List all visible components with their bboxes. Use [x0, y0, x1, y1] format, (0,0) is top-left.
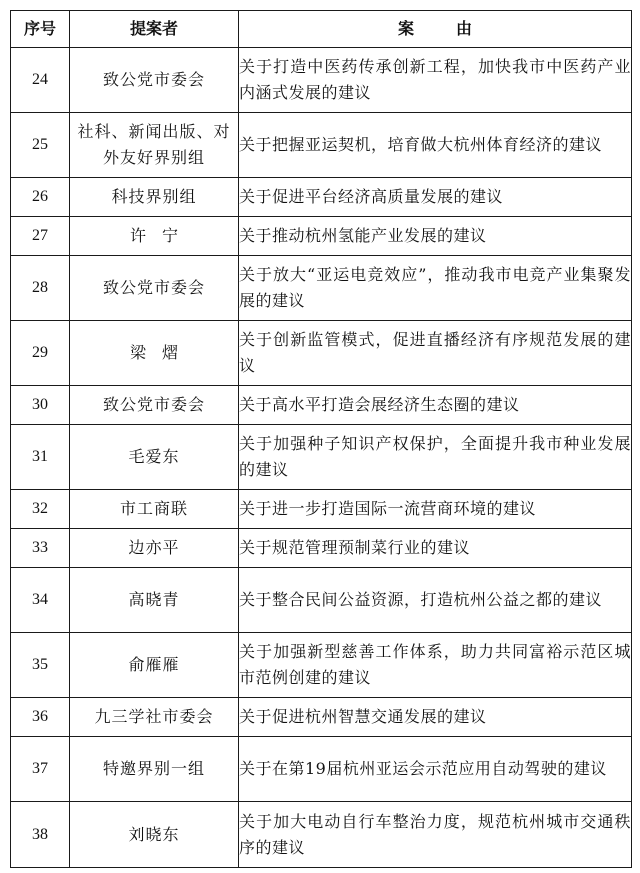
row-proposer: 致公党市委会: [70, 256, 239, 321]
row-reason: 关于在第19届杭州亚运会示范应用自动驾驶的建议: [239, 737, 632, 802]
table-row: [11, 48, 632, 113]
row-reason: 关于把握亚运契机，培育做大杭州体育经济的建议: [239, 113, 632, 178]
row-proposer: 梁熠: [70, 321, 239, 386]
row-reason: 关于促进杭州智慧交通发展的建议: [239, 698, 632, 737]
row-reason: 关于进一步打造国际一流营商环境的建议: [239, 490, 632, 529]
row-seq: 24: [11, 48, 70, 113]
table-row: [11, 178, 632, 217]
table-row: [11, 217, 632, 256]
table-row: [11, 256, 632, 321]
row-proposer: 毛爱东: [70, 425, 239, 490]
row-seq: 27: [11, 217, 70, 256]
row-proposer: 许宁: [70, 217, 239, 256]
header-proposer: 提案者: [70, 11, 239, 48]
row-seq: 25: [11, 113, 70, 178]
row-reason: 关于创新监管模式，促进直播经济有序规范发展的建议: [239, 321, 632, 386]
row-seq: 37: [11, 737, 70, 802]
row-seq: 36: [11, 698, 70, 737]
row-proposer: 社科、新闻出版、对外友好界别组: [70, 113, 239, 178]
table-row: [11, 529, 632, 568]
row-reason: 关于推动杭州氢能产业发展的建议: [239, 217, 632, 256]
row-proposer: 科技界别组: [70, 178, 239, 217]
table-row: [11, 802, 632, 868]
row-reason: 关于加强种子知识产权保护，全面提升我市种业发展的建议: [239, 425, 632, 490]
row-reason: 关于加强新型慈善工作体系，助力共同富裕示范区城市范例创建的建议: [239, 633, 632, 698]
row-proposer: 高晓青: [70, 568, 239, 633]
row-seq: 35: [11, 633, 70, 698]
row-proposer: 特邀界别一组: [70, 737, 239, 802]
row-reason: 关于促进平台经济高质量发展的建议: [239, 178, 632, 217]
row-seq: 28: [11, 256, 70, 321]
row-seq: 31: [11, 425, 70, 490]
row-proposer: 致公党市委会: [70, 386, 239, 425]
row-proposer: 刘晓东: [70, 802, 239, 868]
row-seq: 30: [11, 386, 70, 425]
table-row: [11, 490, 632, 529]
row-seq: 26: [11, 178, 70, 217]
table-row: [11, 386, 632, 425]
row-seq: 38: [11, 802, 70, 868]
row-proposer: 边亦平: [70, 529, 239, 568]
header-row: [11, 11, 632, 48]
table-row: [11, 737, 632, 802]
row-seq: 33: [11, 529, 70, 568]
row-seq: 34: [11, 568, 70, 633]
row-proposer: 市工商联: [70, 490, 239, 529]
header-seq: 序号: [11, 11, 70, 48]
row-seq: 29: [11, 321, 70, 386]
row-reason: 关于打造中医药传承创新工程，加快我市中医药产业内涵式发展的建议: [239, 48, 632, 113]
table-row: [11, 321, 632, 386]
table-row: [11, 698, 632, 737]
row-seq: 32: [11, 490, 70, 529]
row-reason: 关于高水平打造会展经济生态圈的建议: [239, 386, 632, 425]
table-row: [11, 113, 632, 178]
table-row: [11, 633, 632, 698]
proposals-table: [10, 10, 632, 868]
row-proposer: 致公党市委会: [70, 48, 239, 113]
row-reason: 关于规范管理预制菜行业的建议: [239, 529, 632, 568]
row-proposer: 俞雁雁: [70, 633, 239, 698]
row-reason: 关于加大电动自行车整治力度，规范杭州城市交通秩序的建议: [239, 802, 632, 868]
row-reason: 关于放大“亚运电竞效应”，推动我市电竞产业集聚发展的建议: [239, 256, 632, 321]
header-reason: 案由: [239, 11, 632, 48]
table-row: [11, 425, 632, 490]
row-reason: 关于整合民间公益资源，打造杭州公益之都的建议: [239, 568, 632, 633]
row-proposer: 九三学社市委会: [70, 698, 239, 737]
table-row: [11, 568, 632, 633]
